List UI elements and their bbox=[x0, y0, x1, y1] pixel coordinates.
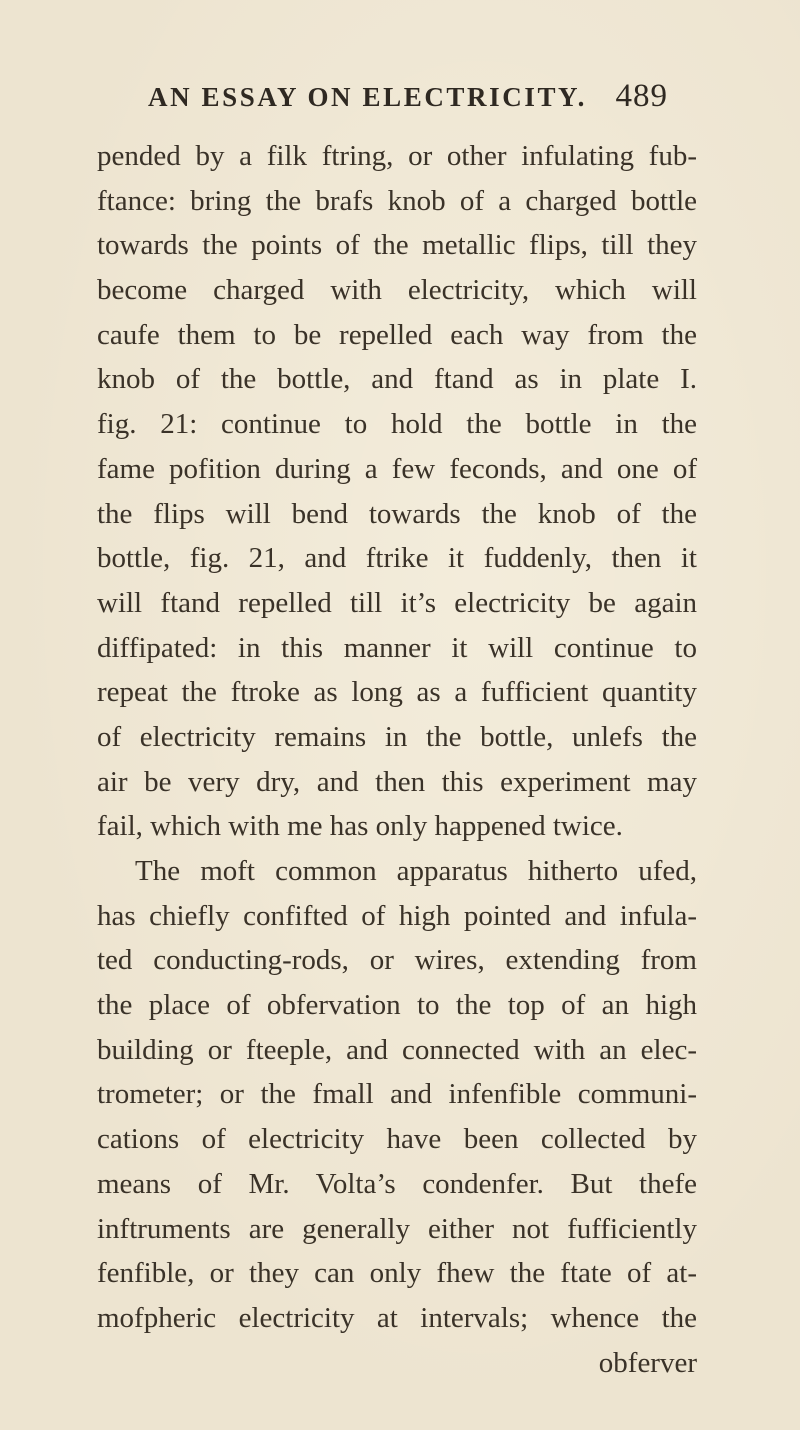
text-line: inftruments are generally either not fufficiently bbox=[97, 1212, 697, 1245]
text-line: means of Mr. Volta’s condenfer. But thefe bbox=[97, 1167, 697, 1200]
text-line: cations of electricity have been collected by bbox=[97, 1123, 697, 1156]
text-line: of electricity remains in the bottle, unlefs the bbox=[97, 720, 697, 753]
text-line: air be very dry, and then this experiment may bbox=[97, 765, 697, 798]
text-line: ftance: bring the brafs knob of a charged bottle bbox=[97, 184, 697, 217]
text-line: become charged with electricity, which will bbox=[97, 274, 697, 307]
text-line: towards the points of the metallic flips, till they bbox=[97, 229, 697, 262]
text-line: fenfible, or they can only fhew the ftate of at- bbox=[97, 1257, 697, 1290]
text-line: building or fteeple, and connected with an elec- bbox=[97, 1033, 697, 1066]
paragraph-start-line: The moft common apparatus hitherto ufed, bbox=[135, 855, 697, 887]
running-head bbox=[148, 78, 668, 118]
text-line: repeat the ftroke as long as a fufficient quantity bbox=[97, 676, 697, 709]
body-text bbox=[97, 134, 697, 1385]
text-line: pended by a filk ftring, or other infulating fub- bbox=[97, 140, 697, 172]
text-line: fail, which with me has only happened twice. bbox=[97, 810, 623, 843]
text-line: the place of obfervation to the top of an high bbox=[97, 989, 697, 1022]
text-line: fame pofition during a few feconds, and one of bbox=[97, 452, 697, 485]
text-line: trometer; or the fmall and infenfible communi- bbox=[97, 1078, 697, 1111]
text-line: caufe them to be repelled each way from the bbox=[97, 318, 697, 351]
text-line: ted conducting-rods, or wires, extending from bbox=[97, 944, 697, 977]
text-line: knob of the bottle, and ftand as in plate I. bbox=[97, 363, 697, 396]
page-number: 489 bbox=[615, 78, 668, 114]
text-line: fig. 21: continue to hold the bottle in the bbox=[97, 408, 697, 441]
catchword: obferver bbox=[598, 1346, 697, 1379]
text-line: bottle, fig. 21, and ftrike it fuddenly, then it bbox=[97, 542, 697, 575]
text-line: has chiefly confifted of high pointed and infula- bbox=[97, 899, 697, 932]
text-line: mofpheric electricity at intervals; whence the bbox=[97, 1301, 697, 1334]
text-line: the flips will bend towards the knob of the bbox=[97, 497, 697, 530]
text-line: will ftand repelled till it’s electricity be again bbox=[97, 586, 697, 619]
running-title: AN ESSAY ON ELECTRICITY. bbox=[148, 82, 588, 112]
text-line: diffipated: in this manner it will continue to bbox=[97, 631, 697, 664]
